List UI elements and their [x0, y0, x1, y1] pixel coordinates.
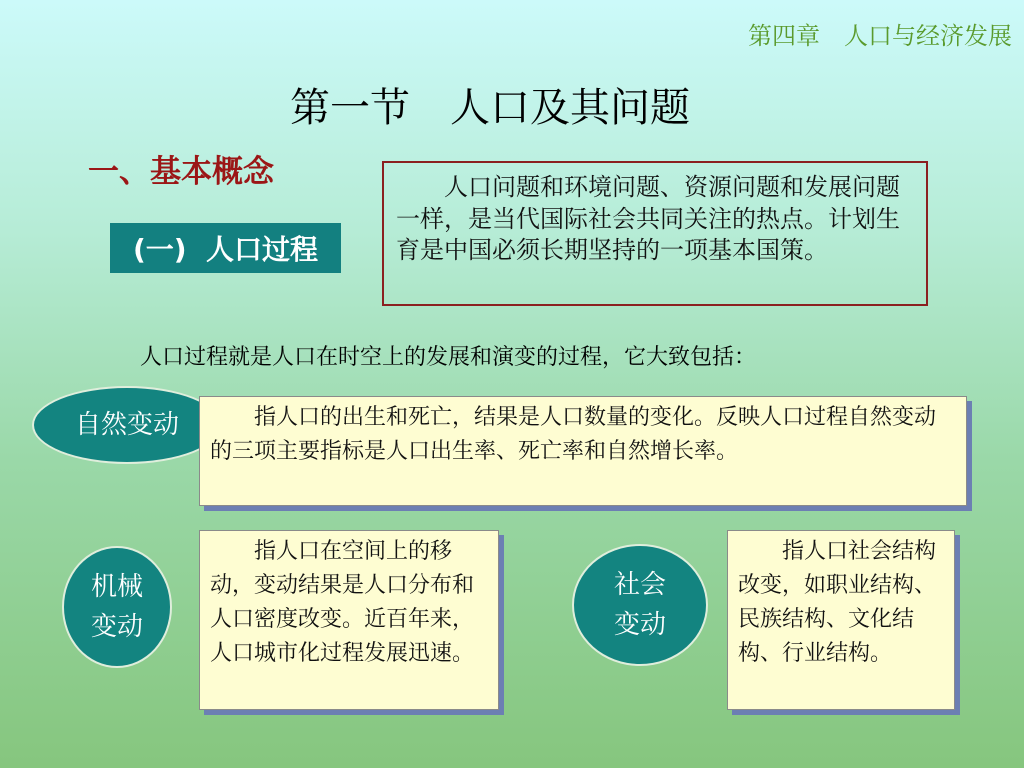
intro-text: 人口过程就是人口在时空上的发展和演变的过程，它大致包括：	[140, 345, 757, 370]
natural-change-desc: 指人口的出生和死亡，结果是人口数量的变化。反映人口过程自然变动的三项主要指标是人口出生率、死亡率和自然增长率。	[199, 396, 967, 506]
chapter-header: 第四章 人口与经济发展	[748, 22, 1012, 50]
mechanical-change-ellipse: 机械 变动	[62, 546, 172, 668]
natural-change-ellipse: 自然变动	[32, 386, 222, 464]
slide-title: 第一节 人口及其问题	[290, 85, 690, 131]
mechanical-change-desc: 指人口在空间上的移动，变动结果是人口分布和人口密度改变。近百年来，人口城市化过程发展迅速。	[199, 530, 499, 710]
social-change-desc: 指人口社会结构改变，如职业结构、民族结构、文化结构、行业结构。	[727, 530, 955, 710]
section-heading: 一、基本概念	[88, 154, 274, 190]
note-box: 人口问题和环境问题、资源问题和发展问题一样，是当代国际社会共同关注的热点。计划生育是中国必须长期坚持的一项基本国策。	[382, 161, 928, 306]
subsection-label: (一) 人口过程	[110, 223, 341, 273]
social-change-ellipse: 社会 变动	[572, 544, 708, 666]
